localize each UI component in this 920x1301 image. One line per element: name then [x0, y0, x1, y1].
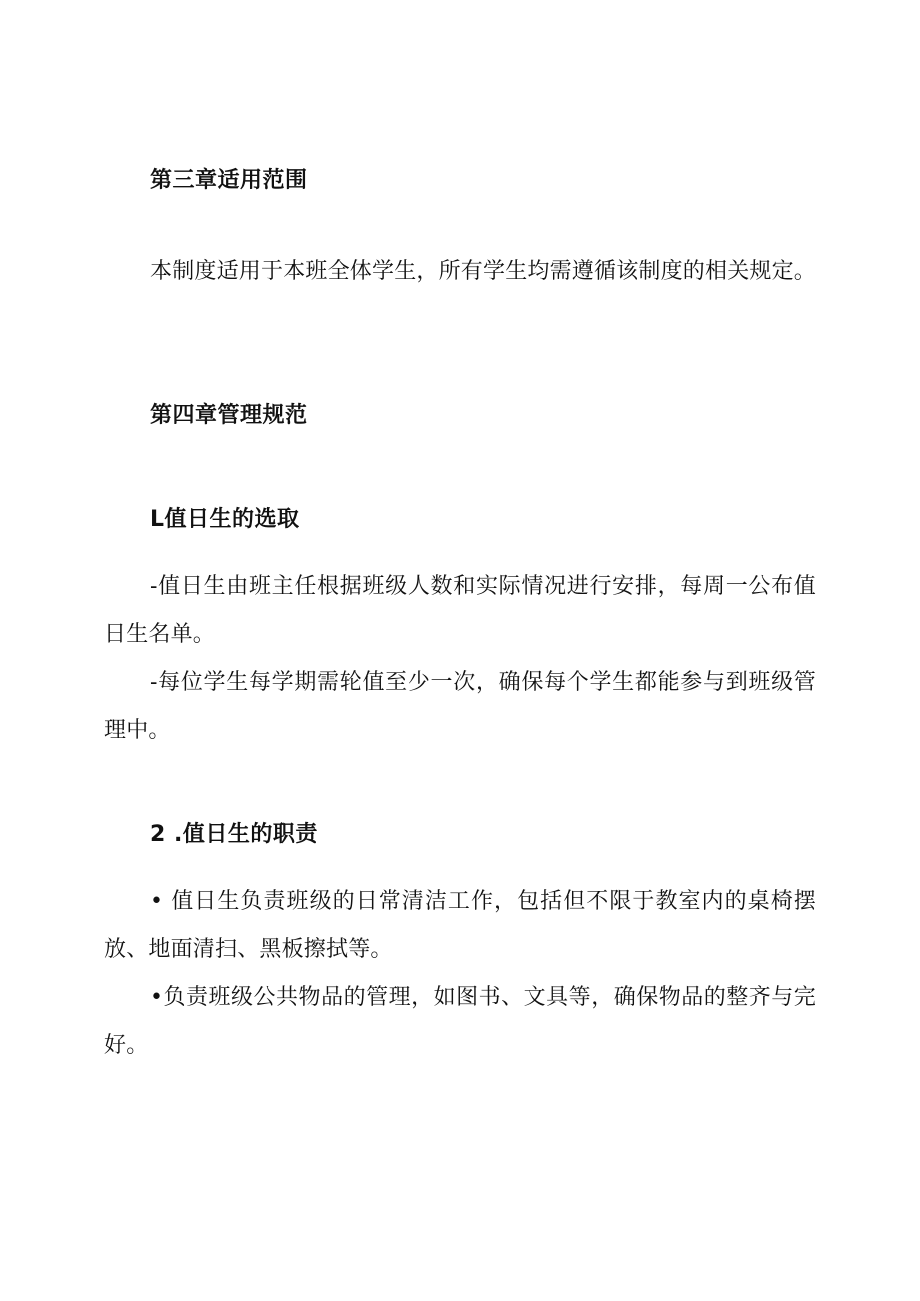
section-1-item-2: -每位学生每学期需轮值至少一次，确保每个学生都能参与到班级管理中。 — [104, 670, 816, 743]
section-2-item-2: •负责班级公共物品的管理，如图书、文具等，确保物品的整齐与完好。 — [104, 985, 816, 1058]
section-1-heading: L值日生的选取 — [150, 507, 300, 532]
section-2-heading: 2 .值日生的职责 — [150, 822, 318, 847]
chapter-3-heading: 第三章适用范围 — [150, 168, 308, 193]
section-1-item-1: -值日生由班主任根据班级人数和实际情况进行安排，每周一公布值日生名单。 — [104, 574, 816, 647]
chapter-3-body: 本制度适用于本班全体学生，所有学生均需遵循该制度的相关规定。 — [150, 259, 817, 284]
section-2-item-1: • 值日生负责班级的日常清洁工作，包括但不限于教室内的桌椅摆放、地面清扫、黑板擦拭等。 — [104, 889, 816, 962]
chapter-4-heading: 第四章管理规范 — [150, 403, 308, 428]
